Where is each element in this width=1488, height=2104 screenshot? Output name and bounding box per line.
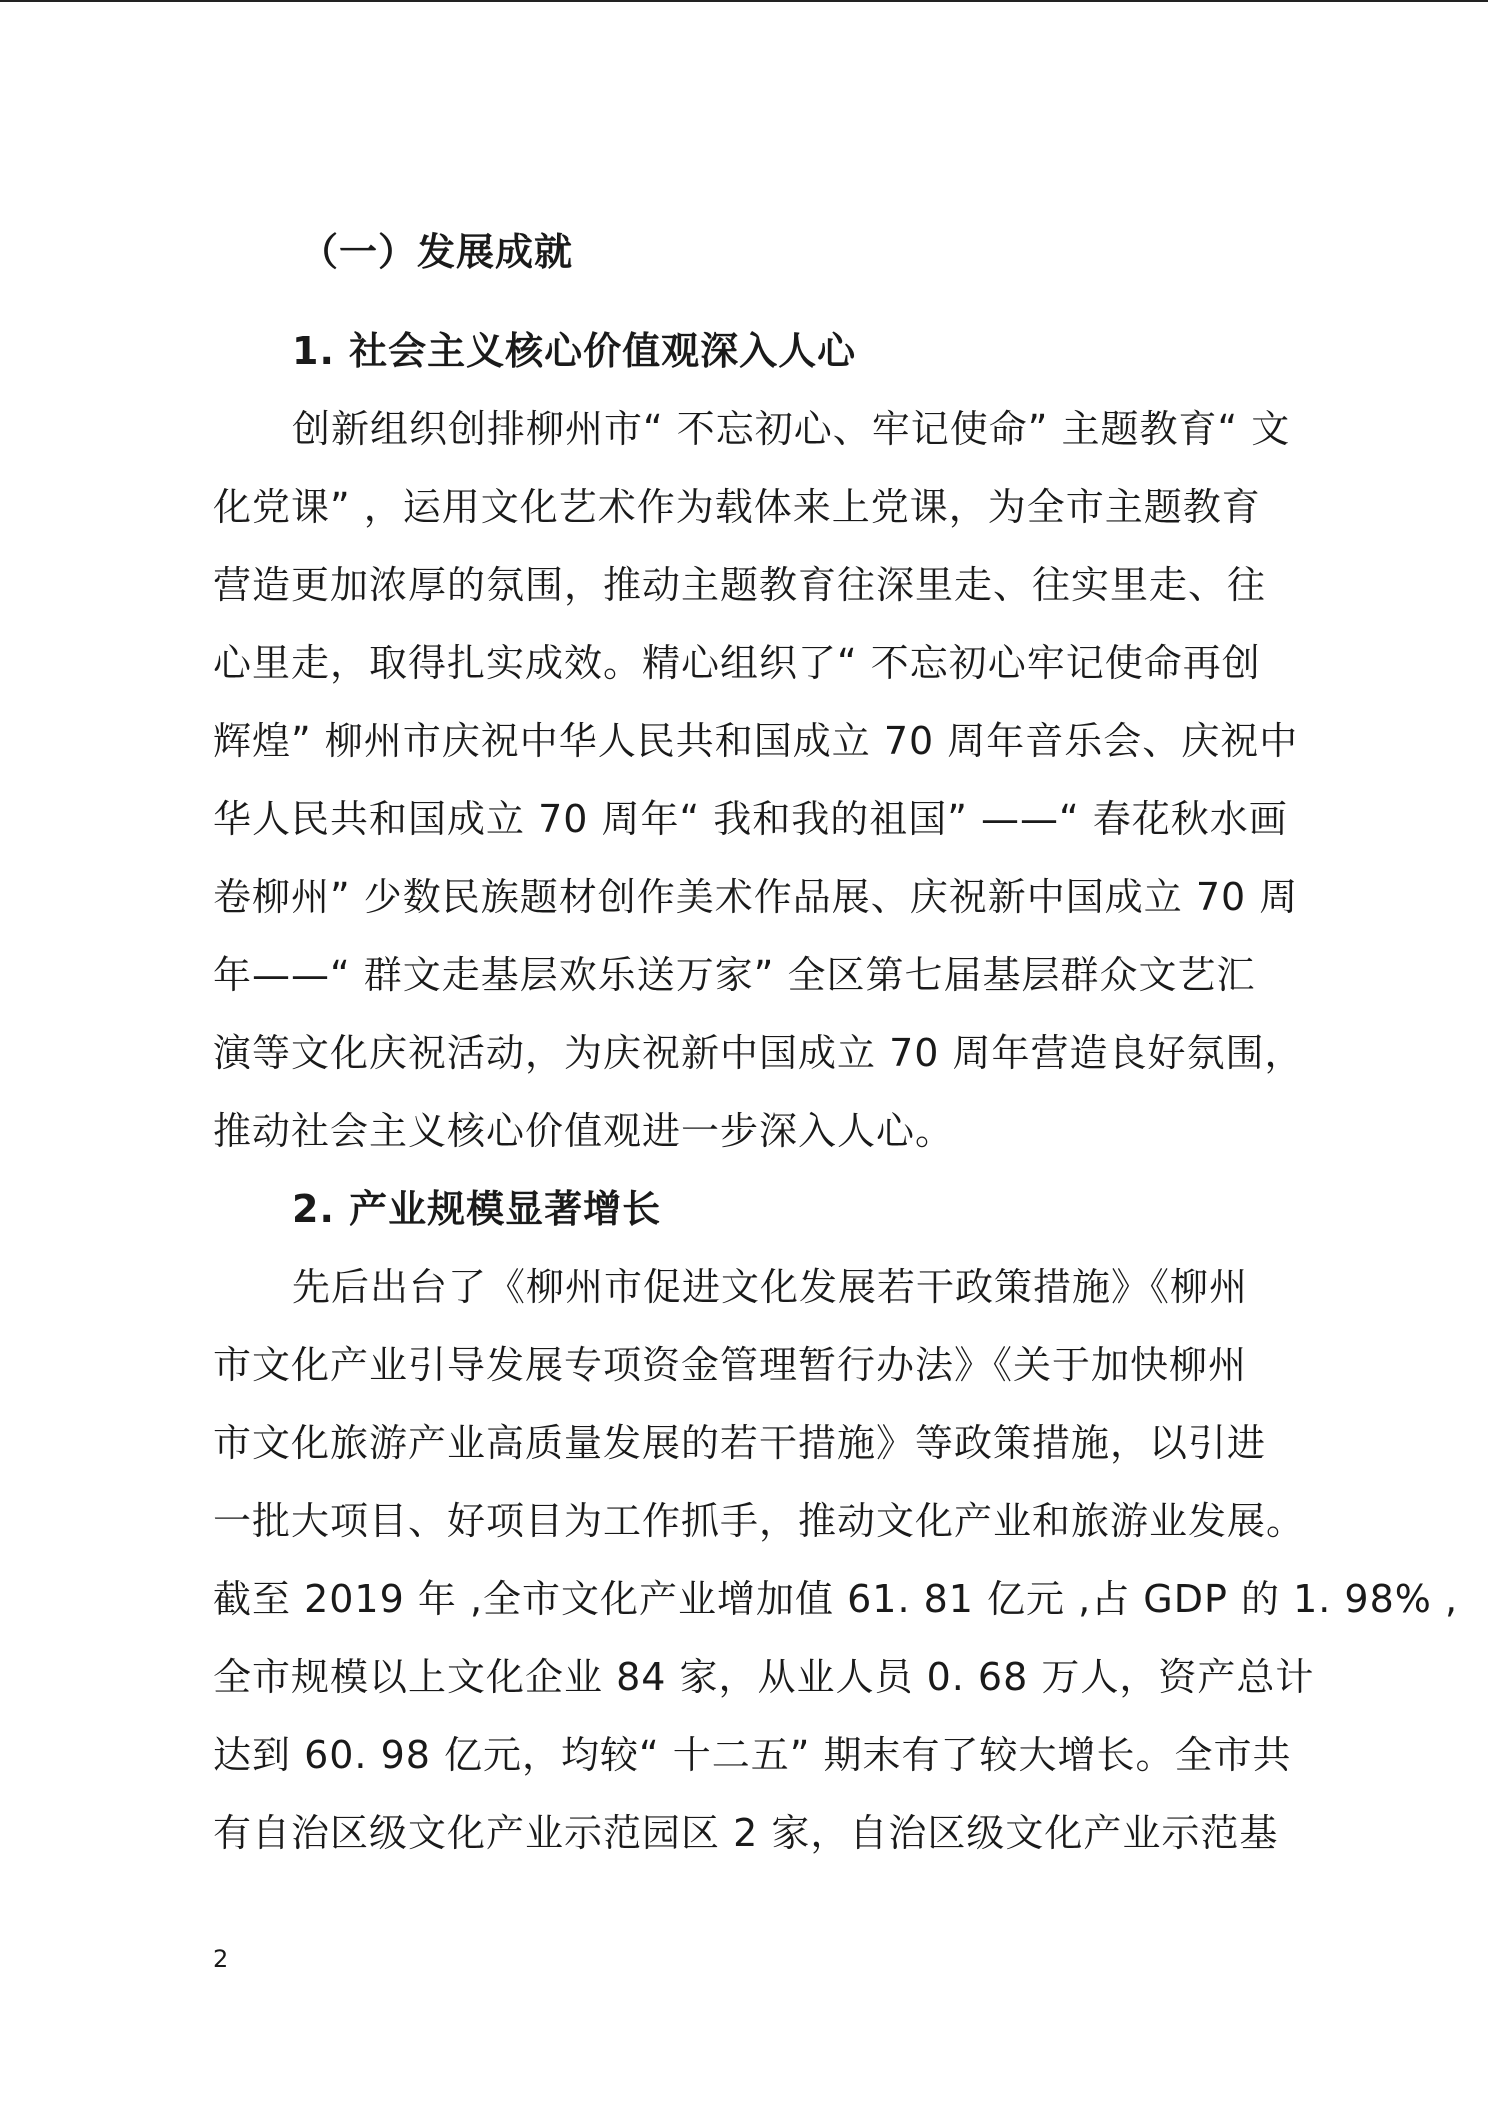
paragraph-line: 辉煌” 柳州市庆祝中华人民共和国成立 70 周年音乐会、庆祝中 bbox=[213, 719, 1299, 763]
paragraph-line: 全市规模以上文化企业 84 家，从业人员 0. 68 万人，资产总计 bbox=[213, 1655, 1315, 1699]
paragraph-line: 市文化产业引导发展专项资金管理暂行办法》《关于加快柳州 bbox=[213, 1343, 1248, 1387]
paragraph-line: 有自治区级文化产业示范园区 2 家，自治区级文化产业示范基 bbox=[213, 1811, 1279, 1855]
paragraph-line: 华人民共和国成立 70 周年“ 我和我的祖国” ——“ 春花秋水画 bbox=[213, 797, 1288, 841]
paragraph-line: 创新组织创排柳州市“ 不忘初心、牢记使命” 主题教育“ 文 bbox=[292, 407, 1291, 451]
section-heading: （一）发展成就 bbox=[300, 230, 574, 274]
paragraph-line: 截至 2019 年 ,全市文化产业增加值 61. 81 亿元 ,占 GDP 的 1. 98% , bbox=[213, 1577, 1459, 1621]
paragraph-line: 化党课” ，运用文化艺术作为载体来上党课，为全市主题教育 bbox=[213, 485, 1261, 529]
subheading-core-values: 1. 社会主义核心价值观深入人心 bbox=[292, 329, 857, 373]
paragraph-line: 一批大项目、好项目为工作抓手，推动文化产业和旅游业发展。 bbox=[213, 1499, 1306, 1543]
paragraph-line: 市文化旅游产业高质量发展的若干措施》等政策措施，以引进 bbox=[213, 1421, 1267, 1465]
paragraph-line: 推动社会主义核心价值观进一步深入人心。 bbox=[213, 1109, 955, 1153]
page-number: 2 bbox=[213, 1945, 229, 1973]
paragraph-line: 年——“ 群文走基层欢乐送万家” 全区第七届基层群众文艺汇 bbox=[213, 953, 1256, 997]
paragraph-line: 先后出台了《柳州市促进文化发展若干政策措施》《柳州 bbox=[292, 1265, 1249, 1309]
paragraph-line: 营造更加浓厚的氛围，推动主题教育往深里走、往实里走、往 bbox=[213, 563, 1267, 607]
subheading-industry-growth: 2. 产业规模显著增长 bbox=[292, 1187, 662, 1231]
paragraph-line: 演等文化庆祝活动，为庆祝新中国成立 70 周年营造良好氛围， bbox=[213, 1031, 1304, 1075]
paragraph-line: 心里走，取得扎实成效。精心组织了“ 不忘初心牢记使命再创 bbox=[213, 641, 1261, 685]
paragraph-line: 卷柳州” 少数民族题材创作美术作品展、庆祝新中国成立 70 周 bbox=[213, 875, 1299, 919]
paragraph-line: 达到 60. 98 亿元，均较“ 十二五” 期末有了较大增长。全市共 bbox=[213, 1733, 1292, 1777]
